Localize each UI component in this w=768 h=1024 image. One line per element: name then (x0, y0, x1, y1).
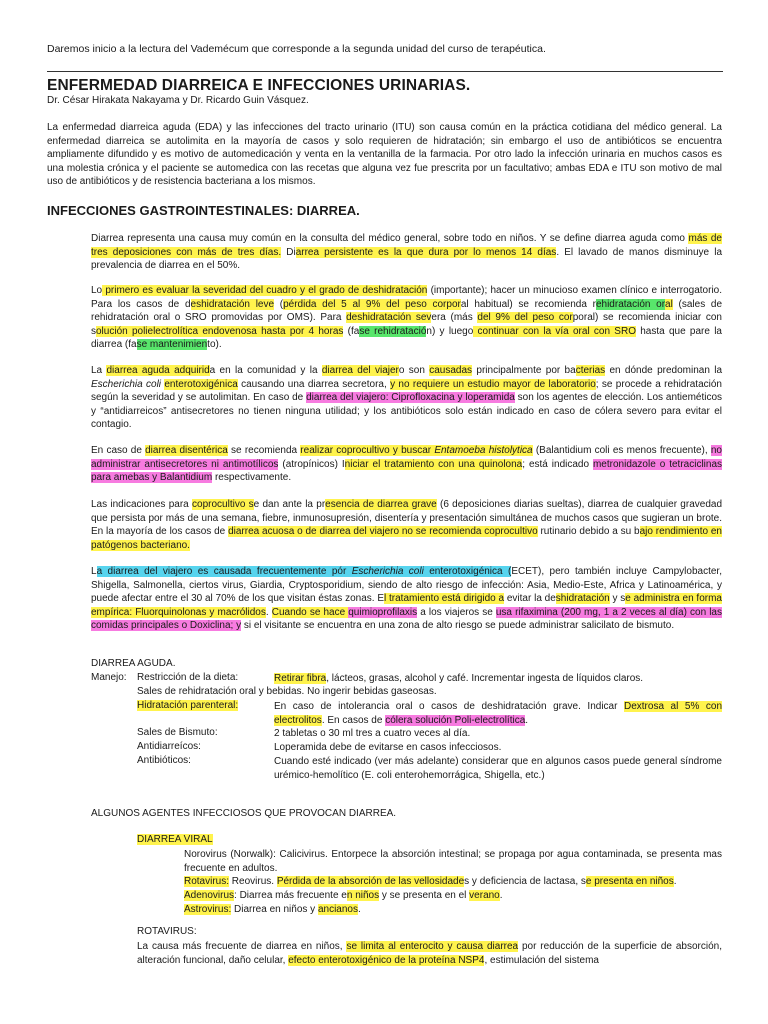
section-heading: INFECCIONES GASTROINTESTINALES: DIARREA. (47, 203, 360, 218)
agents-title: ALGUNOS AGENTES INFECCIOSOS QUE PROVOCAN DIARREA. (91, 808, 397, 819)
highlight: Rotavirus: (184, 876, 230, 887)
highlight: diarrea aguda adquirid (106, 365, 210, 376)
highlight: cterias (575, 365, 606, 376)
paragraph-coproculture: Las indicaciones para coprocultivo se dan ante la presencia de diarrea grave (6 deposiciones diarias sueltas), diarrea de cualquier gravedad que persista por más de una semana, fiebre, inmunosupresión, disentería y presentación simultánea de muchos casos que sugieran un brote. En la mayoría de los casos de diarrea acuosa o de diarrea del viajero no se recomienda coprocultivo rutinario debido a su bajo rendimiento en patógenos bacteriano. (91, 499, 723, 551)
highlight-green: se mantenimien (136, 339, 208, 351)
highlight-green: ehidratación or (595, 298, 666, 310)
intro-line: Daremos inicio a la lectura del Vademécum que corresponde a la segunda unidad del curso de terapéutica. (47, 43, 546, 55)
highlight: continuar con la vía oral con SRO (473, 325, 636, 337)
row-sro: Sales de rehidratación oral y bebidas. No ingerir bebidas gaseosas. (137, 686, 437, 697)
highlight: olución polielectrolítica endovenosa hasta por 4 horas (96, 325, 344, 337)
highlight-pink: metronidazole o tetraciclinas para amebas y Balantidium (91, 458, 723, 484)
highlight: deshidratación sev (346, 312, 432, 324)
rotavirus-body: La causa más frecuente de diarrea en niños, se limita al enterocito y causa diarrea por reducción de la superficie de absorción, alteración funcional, daño celular, efecto enterotoxigénico de la proteína NSP4, estimulación del sistema (137, 941, 723, 966)
highlight: Adenovirus (184, 890, 235, 901)
highlight: ancianos (317, 904, 358, 915)
highlight: Entamoeba histolytica (434, 445, 533, 456)
highlight-green: se rehidratació (359, 325, 427, 337)
manejo-label: Manejo: (91, 672, 127, 683)
viral-diarrhea-title: DIARREA VIRAL (137, 834, 213, 845)
highlight: del 9% del peso cor (477, 312, 573, 324)
highlight-blue: Escherichia coli (351, 566, 424, 577)
row-diet-value: Retirar fibra, lácteos, grasas, alcohol y café. Incrementar ingesta de líquidos claros. (274, 673, 644, 684)
authors: Dr. César Hirakata Nakayama y Dr. Ricardo Guin Vásquez. (47, 95, 309, 106)
row-parenteral-value: En caso de intolerancia oral o casos de deshidratación grave. Indicar Dextrosa al 5% con electrolitos. En casos de cólera solución Poli-electrolítica. (274, 701, 723, 726)
row-parenteral-label: Hidratación parenteral: (137, 700, 239, 711)
highlight: arrea persistente es la que dura por lo menos 14 días (295, 246, 557, 258)
highlight: e administra en forma empírica: Fluorquinolonas y macrólidos (91, 593, 722, 618)
highlight: diarrea del viajer (321, 365, 399, 376)
highlight-blue: a diarrea del viajero es causada frecuentemente pór (96, 566, 352, 577)
document-title: ENFERMEDAD DIARREICA E INFECCIONES URINARIAS. (47, 77, 471, 94)
highlight-pink: usa rifaximina (200 mg, 1 a 2 veces al día) con las comidas principales o Doxiclina; y (91, 606, 722, 632)
highlight: realizar coprocultivo y buscar (300, 445, 435, 456)
row-bismuth-value: 2 tabletas o 30 ml tres a cuatro veces al día. (274, 728, 471, 739)
highlight-pink: diarrea del viajero: Ciprofloxacina y loperamida (306, 392, 515, 404)
row-bismuth-label: Sales de Bismuto: (137, 727, 218, 738)
highlight: al (665, 298, 673, 310)
row-antibiotics-label: Antibióticos: (137, 755, 191, 766)
highlight-blue: enterotoxigénica ( (423, 566, 512, 577)
highlight: coprocultivo s (192, 499, 254, 510)
highlight: enterotoxigénica (164, 378, 238, 390)
highlight: shidratación (555, 593, 610, 605)
highlight: verano (469, 890, 500, 901)
highlight: primero es evaluar la severidad del cuadro y el grado de deshidratación (102, 285, 428, 296)
highlight: Retirar fibra (274, 673, 327, 684)
acute-diarrhea-title: DIARREA AGUDA. (91, 658, 176, 669)
highlight: causadas (429, 365, 473, 376)
highlight: l tratamiento está dirigido a (384, 593, 505, 605)
rotavirus-item: Rotavirus: Reovirus. Pérdida de la absorción de las vellosidades y deficiencia de lactasa, se presenta en niños. (184, 876, 677, 887)
highlight: efecto enterotoxigénico de la proteína NSP4 (288, 954, 485, 966)
highlight: eshidratación leve (190, 298, 275, 310)
highlight: diarrea disentérica (145, 445, 228, 456)
paragraph-dehydration: Lo primero es evaluar la severidad del cuadro y el grado de deshidratación (importante); hacer un minucioso examen clínico e interrogatorio. Para los casos de deshidratación leve (pérdida del 5 al 9% del peso corporal habitual) se recomienda rehidratación oral (sales de rehidratación oral o SRO promovidas por OMS). Para deshidratación severa (más del 9% del peso corporal) se recomienda iniciar con solución polielectrolítica endovenosa hasta por 4 horas (fase rehidratación) y luego continuar con la vía oral con SRO hasta que pare la diarrea (fase mantenimiento). (91, 285, 723, 351)
highlight-pink: no administrar antisecretores ni antimotílicos (91, 445, 722, 470)
highlight: diarrea acuosa o de diarrea del viajero no se recomienda coprocultivo (228, 526, 538, 538)
highlight: se limita al enterocito y causa diarrea (346, 941, 519, 952)
highlight: Astrovirus: (184, 904, 232, 915)
highlight: pérdida del 5 al 9% del peso corpor (283, 298, 461, 310)
highlight: esencia de diarrea grave (325, 499, 437, 510)
highlight: Dextrosa al 5% con electrolitos (274, 701, 723, 726)
paragraph-acute-diarrhea: La diarrea aguda adquirida en la comunidad y la diarrea del viajero son causadas principalmente por bacterias en dónde predominan la Escherichia coli enterotoxigénica causando una diarrea secretora, y no requiere un estudio mayor de laboratorio; se procede a rehidratación según la severidad y se autolimitan. En caso de diarrea del viajero: Ciprofloxacina y loperamida son los agentes de elección. Los antieméticos y “antidiarreicos” antisecretores no tienen ninguna utilidad; y los antibióticos solo están indicado en caso de cólera severo para evitar el contagio. (91, 365, 723, 431)
norovirus-item: Norovirus (Norwalk): Calicivirus. Entorpece la absorción intestinal; se propaga por agua contaminada, se presenta mas frecuente en adultos. (184, 849, 722, 874)
highlight-pink: quimioprofilaxis (348, 606, 418, 618)
highlight: más de tres deposiciones con más de tres días. (91, 233, 722, 258)
highlight-pink: cólera solución Poli-electrolítica (385, 714, 526, 726)
row-antibiotics-value: Cuando esté indicado (ver más adelante) considerar que en algunos casos puede general síndrome urémico-hemolítico (E. coli enterohemorrágica, Shigella, etc.) (274, 756, 722, 781)
adenovirus-item: Adenovirus: Diarrea más frecuente en niños y se presenta en el verano. (184, 890, 503, 901)
paragraph-travelers-diarrhea: La diarrea del viajero es causada frecuentemente pór Escherichia coli enterotoxigénica (ECET), pero también incluye Campylobacter, Shigella, Salmonella, ciertos virus, Giardia, Cryptosporidium, siendo de alto riesgo de infección: Asia, Medio-Este, Africa y Latinoamérica, y puede afectar entre el 30 al 70% de los que visitan éstas zonas. El tratamiento está dirigido a evitar la deshidratación y se administra en forma empírica: Fluorquinolonas y macrólidos. Cuando se hace quimioprofilaxis a los viajeros se usa rifaximina (200 mg, 1 a 2 veces al día) con las comidas principales o Doxiclina; y si el visitante se encuentra en una zona de alto riesgo se puede administrar salicilato de bismuto. (91, 566, 722, 632)
highlight: Pérdida de la absorción de las vellosidade (276, 876, 465, 887)
divider (47, 71, 723, 72)
highlight: niciar el tratamiento con una quinolona (344, 458, 523, 470)
paragraph-definition: Diarrea representa una causa muy común en la consulta del médico general, sobre todo en niños. Y se define diarrea aguda como más de tres deposiciones con más de tres días. Diarrea persistente es la que dura por lo menos 14 días. El lavado de manos disminuye la prevalencia de diarrea en el 50%. (91, 233, 723, 272)
row-diet-label: Restricción de la dieta: (137, 672, 239, 683)
astrovirus-item: Astrovirus: Diarrea en niños y ancianos. (184, 904, 361, 915)
row-antidiarrheal-value: Loperamida debe de evitarse en casos infecciosos. (274, 742, 502, 753)
highlight: e presenta en niños (585, 876, 674, 887)
intro-paragraph: La enfermedad diarreica aguda (EDA) y las infecciones del tracto urinario (ITU) son causa común en la práctica cotidiana del médico general. La enfermedad diarreica se autolimita en la mayoría de casos y solo requieren de hidratación; sin embargo el uso de antibióticos se encuentra ampliamente difundido y es motivo de automedicación y venta en la ventanilla de la farmacia. Por otro lado la infección urinaria en muchos casos es una molestia crónica y el paciente se automedica con las recetas que alguna vez fue prescrita por un facultativo; ambas EDA e ITU son motivo de mal uso de antibióticos y de resistencia bacteriana a los mismos. (47, 122, 722, 188)
row-antidiarrheal-label: Antidiarreícos: (137, 741, 201, 752)
rotavirus-title: ROTAVIRUS: (137, 926, 197, 937)
highlight: y no requiere un estudio mayor de laboratorio (390, 378, 596, 390)
paragraph-dysentery: En caso de diarrea disentérica se recomienda realizar coprocultivo y buscar Entamoeba histolytica (Balantidium coli es menos frecuente), no administrar antisecretores ni antimotílicos (atropínicos) Iniciar el tratamiento con una quinolona; está indicado metronidazole o tetraciclinas para amebas y Balantidium respectivamente. (91, 445, 723, 484)
highlight: n niños (346, 890, 380, 901)
highlight: Cuando se hace (271, 606, 349, 618)
highlight: ajo rendimiento en patógenos bacteriano. (91, 526, 722, 551)
